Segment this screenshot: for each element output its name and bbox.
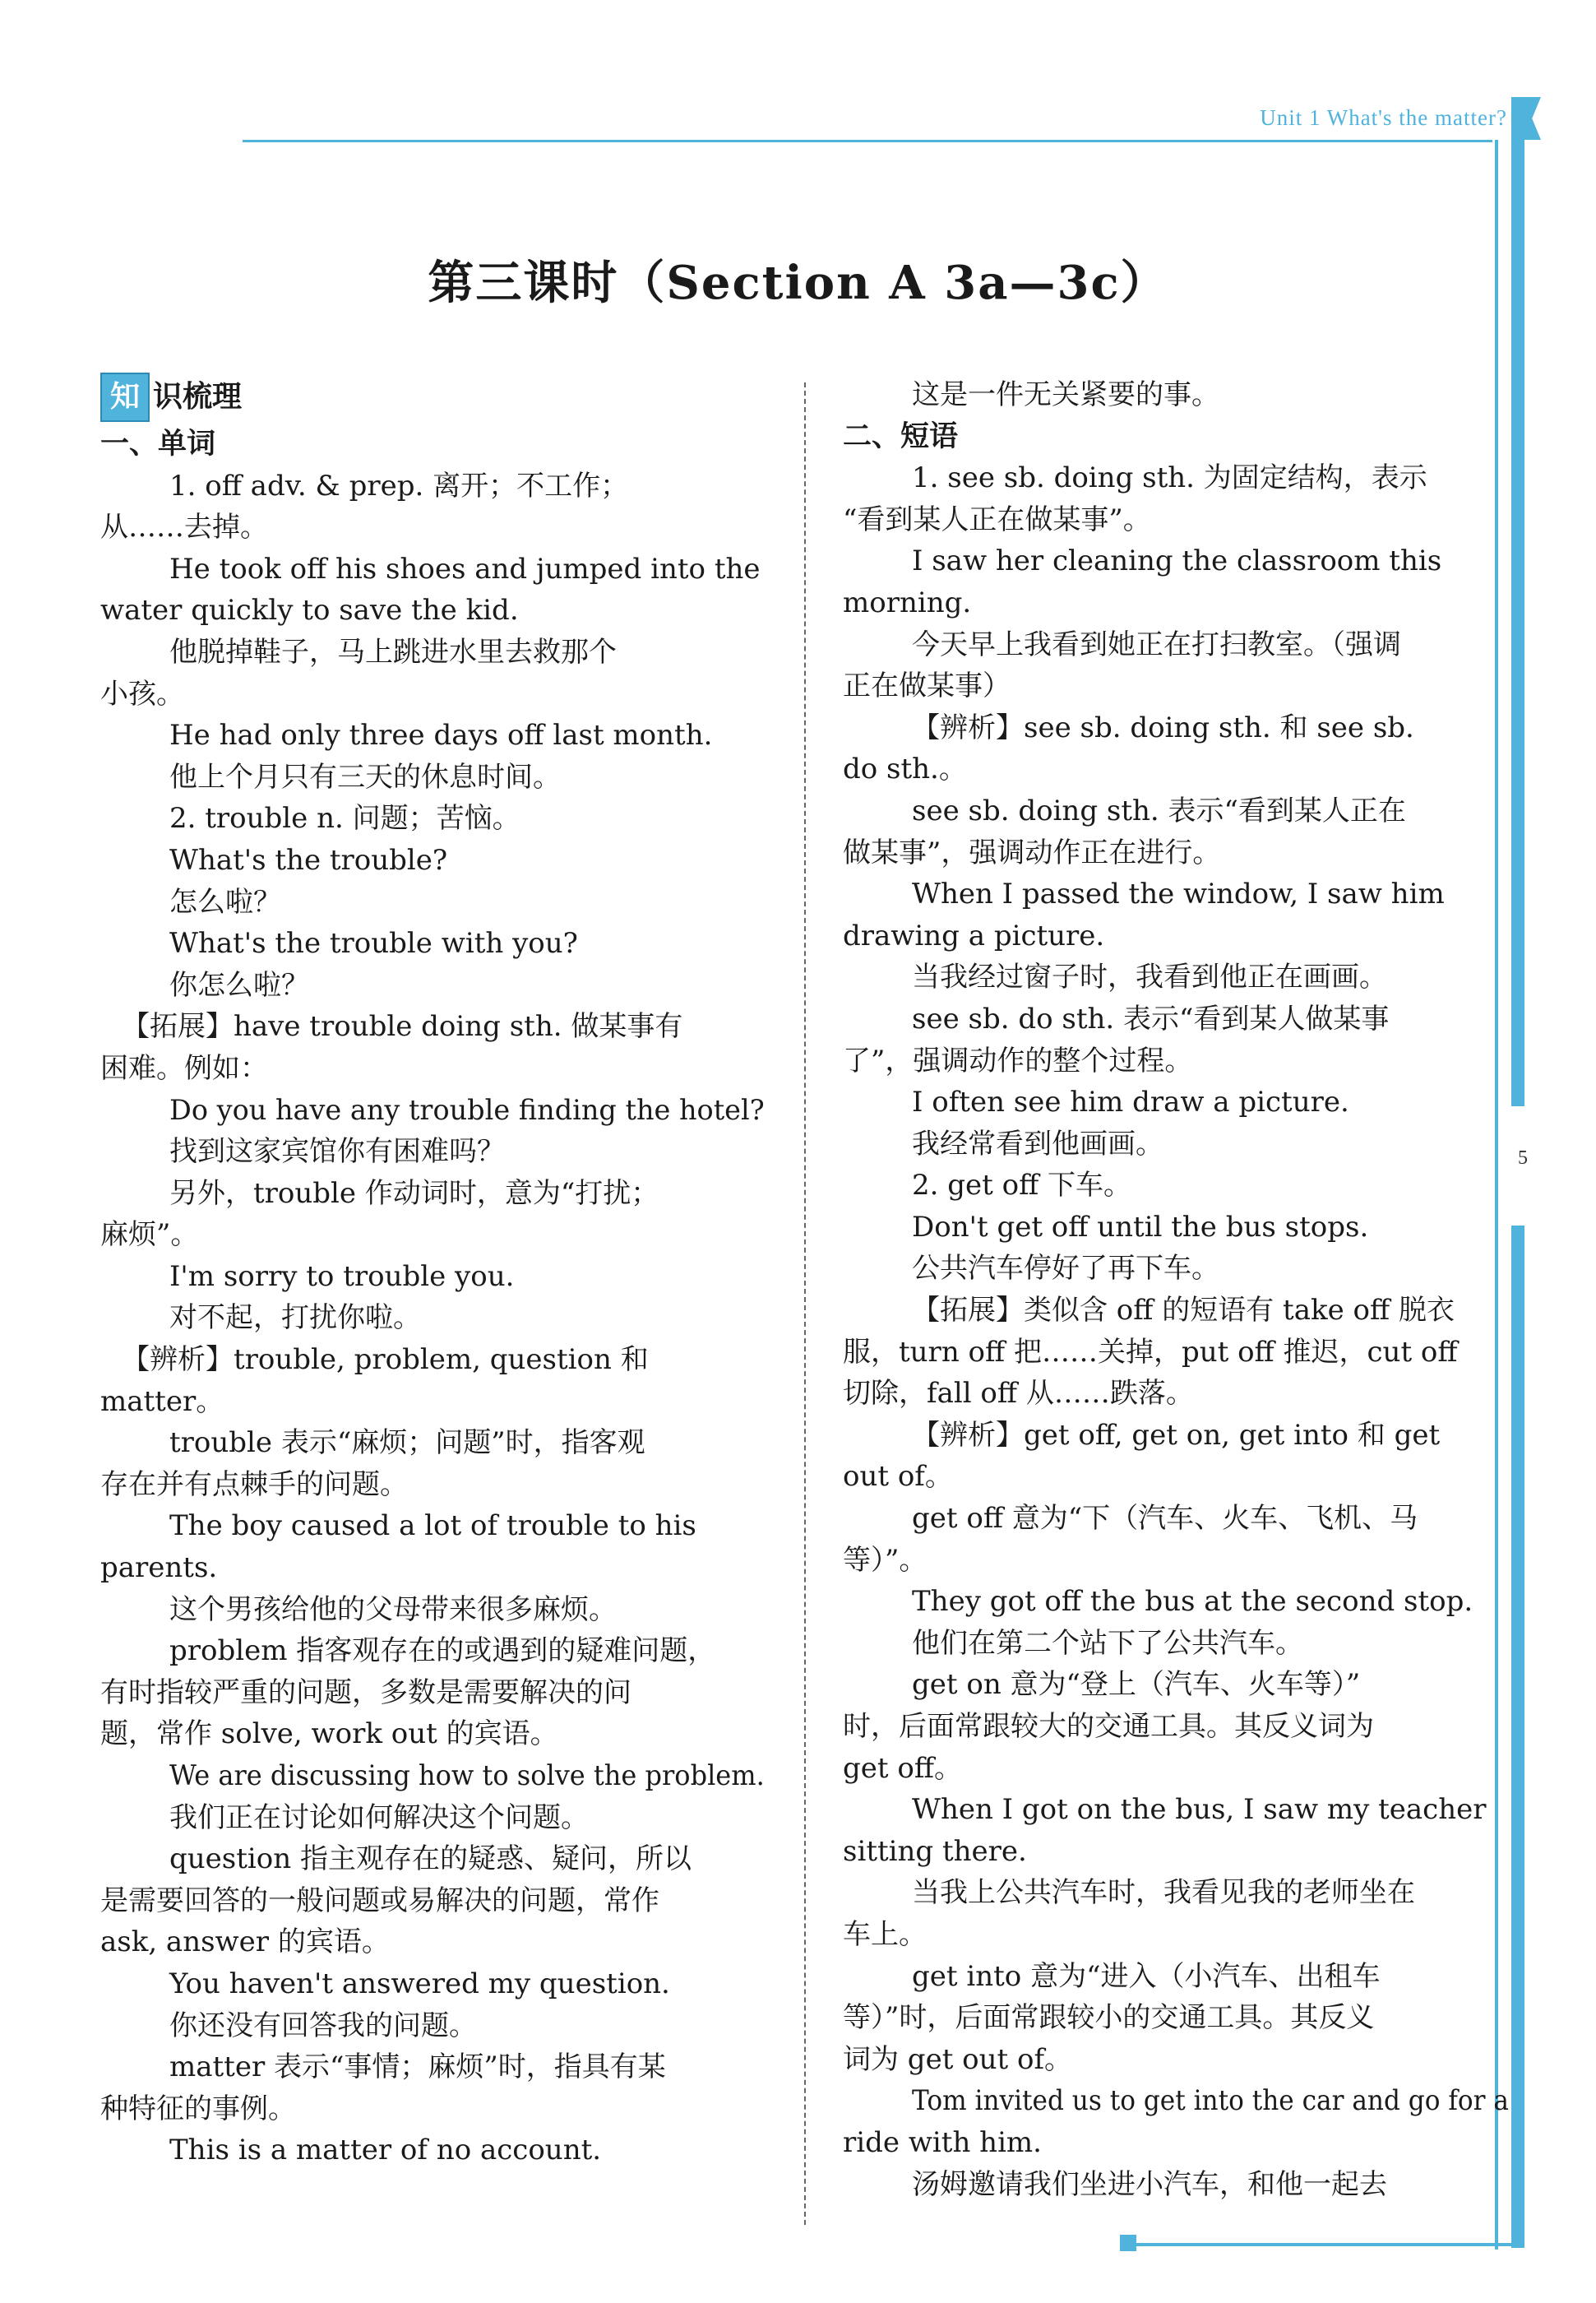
- text-line: Do you have any trouble finding the hotel?: [169, 1093, 765, 1127]
- text-line: get on 意为“登上（汽车、火车等）”: [912, 1668, 1361, 1702]
- text-line: What's the trouble with you?: [169, 927, 578, 961]
- text-line: 他上个月只有三天的休息时间。: [169, 760, 561, 794]
- text-line: What's the trouble?: [169, 843, 448, 877]
- text-line: ask, answer 的宾语。: [100, 1925, 390, 1959]
- text-line: 我们正在讨论如何解决这个问题。: [169, 1800, 589, 1834]
- section-header: [100, 374, 765, 420]
- top-rule: [243, 140, 1492, 142]
- text-line: 当我经过窗子时，我看到他正在画画。: [912, 961, 1387, 994]
- text-line: out of。: [843, 1460, 953, 1494]
- text-line: get off 意为“下（汽车、火车、飞机、马: [912, 1502, 1418, 1536]
- text-line: 这是一件无关紧要的事。: [912, 378, 1219, 411]
- text-line: 你怎么啦？: [169, 968, 309, 1002]
- text-line: 1. off adv. & prep. 离开；不工作；: [169, 469, 629, 503]
- text-line: This is a matter of no account.: [169, 2134, 602, 2167]
- text-line: 他脱掉鞋子，马上跳进水里去救那个: [169, 635, 617, 669]
- text-line: 我经常看到他画画。: [912, 1127, 1163, 1161]
- text-line: 是需要回答的一般问题或易解决的问题，常作: [100, 1884, 659, 1917]
- text-line: sitting there.: [843, 1834, 1027, 1868]
- zhi-badge: 知: [100, 373, 150, 422]
- text-line: get off。: [843, 1751, 962, 1785]
- text-line: 怎么啦？: [169, 885, 281, 919]
- text-line: 【拓展】类似含 off 的短语有 take off 脱衣: [912, 1294, 1455, 1328]
- text-line: I often see him draw a picture.: [912, 1086, 1349, 1119]
- text-line: parents.: [100, 1551, 218, 1585]
- text-line: 【拓展】have trouble doing sth. 做某事有: [122, 1010, 683, 1044]
- text-line: 你还没有回答我的问题。: [169, 2009, 477, 2042]
- text-line: morning.: [843, 586, 972, 619]
- text-line: 公共汽车停好了再下车。: [912, 1252, 1219, 1286]
- text-line: do sth.。: [843, 753, 967, 786]
- text-line: 对不起，打扰你啦。: [169, 1301, 421, 1335]
- text-line: 1. see sb. doing sth. 为固定结构，表示: [912, 461, 1427, 495]
- text-line: 小孩。: [100, 677, 184, 711]
- text-line: When I passed the window, I saw him: [912, 878, 1445, 911]
- text-line: You haven't answered my question.: [169, 1967, 670, 2000]
- text-line: problem 指客观存在的或遇到的疑难问题，: [169, 1634, 716, 1668]
- page-number-notch: [1511, 1106, 1544, 1226]
- text-line: 2. get off 下车。: [912, 1169, 1132, 1202]
- text-line: drawing a picture.: [843, 919, 1105, 952]
- text-line: He had only three days off last month.: [169, 719, 713, 753]
- text-line: They got off the bus at the second stop.: [912, 1585, 1473, 1619]
- bottom-square: [1120, 2235, 1136, 2251]
- text-line: 词为 get out of。: [843, 2042, 1073, 2076]
- section-heading: 二、短语: [843, 419, 959, 453]
- text-line: 存在并有点棘手的问题。: [100, 1467, 408, 1501]
- column-divider: [804, 382, 806, 2225]
- text-line: 了”，强调动作的整个过程。: [843, 1044, 1193, 1077]
- text-line: 汤姆邀请我们坐进小汽车，和他一起去: [912, 2167, 1387, 2201]
- page-number: 5: [1518, 1147, 1528, 1169]
- right-column: [843, 374, 1509, 2205]
- text-line: 他们在第二个站下了公共汽车。: [912, 1626, 1303, 1660]
- running-header: Unit 1 What's the matter?: [1260, 105, 1507, 130]
- text-line: I'm sorry to trouble you.: [169, 1259, 515, 1293]
- left-column: [100, 374, 765, 2171]
- text-line: 服，turn off 把……关掉，put off 推迟，cut off: [843, 1335, 1458, 1369]
- text-line: 今天早上我看到她正在打扫教室。（强调: [912, 628, 1401, 661]
- text-line: 等）”时，后面常跟较小的交通工具。其反义: [843, 2001, 1375, 2035]
- text-line: question 指主观存在的疑惑、疑问，所以: [169, 1842, 692, 1876]
- text-line: ride with him.: [843, 2125, 1042, 2159]
- text-line: 时，后面常跟较大的交通工具。其反义词为: [843, 1710, 1374, 1743]
- text-line: 这个男孩给他的父母带来很多麻烦。: [169, 1592, 617, 1626]
- text-line: He took off his shoes and jumped into the: [169, 552, 761, 586]
- text-line: “看到某人正在做某事”。: [843, 503, 1151, 536]
- text-line: 另外，trouble 作动词时，意为“打扰；: [169, 1176, 659, 1210]
- text-line: 找到这家宾馆你有困难吗？: [169, 1135, 505, 1169]
- text-line: see sb. doing sth. 表示“看到某人正在: [912, 794, 1406, 827]
- text-line: 等）”。: [843, 1543, 928, 1577]
- text-line: 当我上公共汽车时，我看见我的老师坐在: [912, 1876, 1415, 1910]
- text-line: 有时指较严重的问题，多数是需要解决的问: [100, 1675, 631, 1709]
- text-line: matter 表示“事情；麻烦”时，指具有某: [169, 2050, 666, 2084]
- text-line: 车上。: [843, 1917, 927, 1951]
- bottom-rule: [1126, 2243, 1513, 2246]
- text-line: 【辨析】see sb. doing sth. 和 see sb.: [912, 711, 1414, 744]
- text-line: 正在做某事）: [843, 670, 1011, 703]
- text-line: see sb. do sth. 表示“看到某人做某事: [912, 1002, 1390, 1036]
- text-line: Tom invited us to get into the car and go for a: [912, 2084, 1509, 2118]
- text-line: 种特征的事例。: [100, 2092, 296, 2125]
- text-line: 题，常作 solve, work out 的宾语。: [100, 1717, 558, 1751]
- text-line: trouble 表示“麻烦；问题”时，指客观: [169, 1426, 645, 1460]
- text-line: I saw her cleaning the classroom this: [912, 544, 1442, 578]
- text-line: 2. trouble n. 问题；苦恼。: [169, 802, 520, 836]
- text-line: 【辨析】get off, get on, get into 和 get: [912, 1418, 1441, 1452]
- section-heading: 一、单词: [100, 428, 216, 461]
- text-line: 困难。例如：: [100, 1051, 268, 1085]
- text-line: We are discussing how to solve the problem.: [169, 1759, 765, 1792]
- page-title: 第三课时（Section A 3a—3c）: [428, 256, 1168, 310]
- text-line: matter。: [100, 1384, 224, 1418]
- text-line: The boy caused a lot of trouble to his: [169, 1509, 696, 1543]
- text-line: get into 意为“进入（小汽车、出租车: [912, 1959, 1381, 1993]
- text-line: When I got on the bus, I saw my teacher: [912, 1793, 1487, 1827]
- text-line: 从……去掉。: [100, 511, 268, 544]
- text-line: Don't get off until the bus stops.: [912, 1210, 1369, 1244]
- section-title: 识梳理: [153, 379, 243, 414]
- text-line: 切除，fall off 从……跌落。: [843, 1377, 1194, 1411]
- text-line: 【辨析】trouble, problem, question 和: [122, 1343, 649, 1377]
- text-line: 麻烦”。: [100, 1218, 199, 1252]
- text-line: 做某事”，强调动作正在进行。: [843, 836, 1221, 869]
- text-line: water quickly to save the kid.: [100, 594, 519, 628]
